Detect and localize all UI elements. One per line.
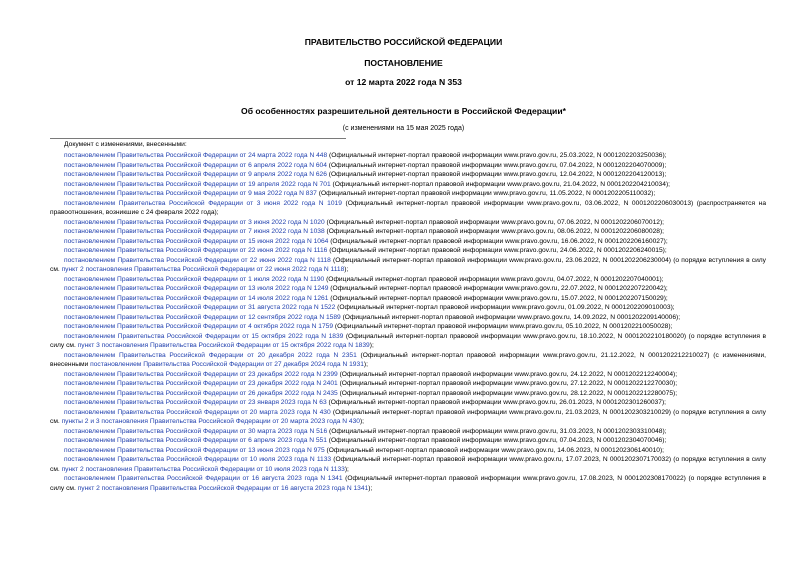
document-type: ПОСТАНОВЛЕНИЕ: [364, 58, 443, 68]
amendment-source-text: (Официальный интернет-портал правовой информации www.pravo.gov.ru, 21.04.2022, N 0001202204210034);: [330, 180, 670, 188]
amendment-entry: [50, 218, 766, 228]
amendment-source-text: (Официальный интернет-портал правовой информации www.pravo.gov.ru, 08.06.2022, N 0001202206080028);: [324, 228, 665, 235]
amendment-source-text: (Официальный интернет-портал правовой информации www.pravo.gov.ru, 22.07.2022, N 0001202207220042);: [328, 285, 668, 292]
amendment-source-text: (Официальный интернет-портал правовой информации www.pravo.gov.ru, 11.05.2022, N 0001202205110032);: [316, 190, 656, 197]
amendment-link[interactable]: постановлением Правительства Российской Федерации от 24 марта 2022 года N 448: [64, 152, 328, 159]
amendment-link[interactable]: постановлением Правительства Российской Федерации от 10 июля 2023 года N 1133: [64, 456, 332, 463]
amendment-tail-text: );: [363, 361, 368, 368]
amendment-entry: [50, 256, 766, 275]
amendment-link[interactable]: постановлением Правительства Российской Федерации от 1 июля 2022 года N 1190: [64, 275, 325, 283]
government-heading: ПРАВИТЕЛЬСТВО РОССИЙСКОЙ ФЕДЕРАЦИИ: [304, 37, 503, 47]
amendment-entry: [50, 446, 766, 456]
amendment-source-text: (Официальный интернет-портал правовой информации www.pravo.gov.ru, 14.06.2023, N 0001202306140010);: [324, 446, 665, 454]
amendment-entry: [50, 370, 766, 380]
amendment-link[interactable]: постановлением Правительства Российской Федерации от 9 апреля 2022 года N 626: [64, 171, 327, 178]
amendment-tail-text: );: [368, 484, 373, 492]
amendment-link[interactable]: постановлением Правительства Российской Федерации от 22 июня 2022 года N 1118: [64, 256, 331, 264]
amendment-source-text: (Официальный интернет-портал правовой информации www.pravo.gov.ru, 05.10.2022, N 0001202210050028);: [333, 323, 673, 330]
amendment-entry: [50, 199, 766, 218]
amendment-link[interactable]: постановлением Правительства Российской Федерации от 30 марта 2023 года N 516: [64, 427, 328, 435]
amendment-link[interactable]: постановлением Правительства Российской Федерации от 19 апреля 2022 года N 701: [64, 180, 331, 188]
amendment-link[interactable]: постановлением Правительства Российской Федерации от 15 октября 2022 года N 1839: [64, 332, 344, 340]
amendment-entry: [50, 180, 766, 190]
amendment-link[interactable]: постановлением Правительства Российской Федерации от 9 мая 2022 года N 837: [64, 190, 317, 197]
amendment-link[interactable]: постановлением Правительства Российской Федерации от 20 марта 2023 года N 430: [64, 408, 331, 416]
amendment-link[interactable]: постановлением Правительства Российской Федерации от 13 июня 2023 года N 975: [64, 446, 325, 454]
amendment-source-text: (Официальный интернет-портал правовой информации www.pravo.gov.ru, 26.01.2023, N 0001202301260037);: [326, 399, 666, 406]
amendment-link[interactable]: постановлением Правительства Российской Федерации от 23 января 2023 года N 63: [64, 399, 327, 406]
separator-line: [50, 138, 346, 139]
amendment-link[interactable]: постановлением Правительства Российской Федерации от 4 октября 2022 года N 1759: [64, 323, 334, 330]
amendment-entry: [50, 170, 766, 180]
amendment-entry: [50, 408, 766, 427]
document-title: Об особенностях разрешительной деятельности в Российской Федерации*: [241, 106, 566, 116]
amendment-tail-text: );: [344, 465, 349, 473]
amendment-source-text: (Официальный интернет-портал правовой информации www.pravo.gov.ru, 03.06.2022, N 0001202206030013) (распространяется на правоотношения, возникшие с 24 февраля 2022 года);: [50, 199, 766, 216]
amendment-related-link[interactable]: пункты 2 и 3 постановления Правительства Российской Федерации от 20 марта 2023 года N 430: [59, 418, 360, 425]
amendment-link[interactable]: постановлением Правительства Российской Федерации от 22 июня 2022 года N 1116: [64, 247, 328, 254]
amendment-source-text: (Официальный интернет-портал правовой информации www.pravo.gov.ru, 16.06.2022, N 0001202206160027);: [328, 237, 668, 245]
amendment-entry: [50, 436, 766, 446]
amendment-entry: [50, 398, 766, 408]
amendment-source-text: (Официальный интернет-портал правовой информации www.pravo.gov.ru, 21.03.2023, N 0001202303210029) (о порядке вступления в силу см.: [50, 408, 766, 425]
amendment-entry: [50, 151, 766, 161]
amendment-source-text: (Официальный интернет-портал правовой информации www.pravo.gov.ru, 01.09.2022, N 0001202209010003);: [335, 304, 675, 311]
amendment-entry: [50, 332, 766, 351]
amendments-list: [50, 151, 766, 493]
amendment-link[interactable]: постановлением Правительства Российской Федерации от 14 июля 2022 года N 1261: [64, 294, 329, 302]
amendment-link[interactable]: постановлением Правительства Российской Федерации от 31 августа 2022 года N 1522: [64, 304, 336, 311]
amendment-entry: [50, 189, 766, 199]
amendment-entry: [50, 294, 766, 304]
amendment-entry: [50, 379, 766, 389]
amendment-entry: [50, 161, 766, 171]
amendment-source-text: (Официальный интернет-портал правовой информации www.pravo.gov.ru, 23.06.2022, N 0001202206230004) (о порядке вступления в силу см.: [50, 256, 766, 273]
amendment-link[interactable]: постановлением Правительства Российской Федерации от 23 декабря 2022 года N 2399: [64, 370, 338, 378]
amendment-entry: [50, 474, 766, 493]
amendment-link[interactable]: постановлением Правительства Российской Федерации от 7 июня 2022 года N 1038: [64, 228, 325, 235]
amendment-link[interactable]: постановлением Правительства Российской Федерации от 15 июня 2022 года N 1064: [64, 237, 329, 245]
amendment-link[interactable]: постановлением Правительства Российской Федерации от 13 июля 2022 года N 1249: [64, 285, 329, 292]
amendment-entry: [50, 455, 766, 474]
amendment-related-link[interactable]: пункт 2 постановления Правительства Российской Федерации от 16 августа 2023 года N 1341: [75, 484, 369, 492]
amendment-link[interactable]: постановлением Правительства Российской Федерации от 6 апреля 2023 года N 551: [64, 437, 327, 444]
amendment-source-text: (Официальный интернет-портал правовой информации www.pravo.gov.ru, 27.12.2022, N 0001202212270030);: [337, 380, 678, 387]
amendment-source-text: (Официальный интернет-портал правовой информации www.pravo.gov.ru, 17.07.2023, N 0001202307170032) (о порядке вступления в силу см.: [50, 456, 766, 473]
amendment-source-text: (Официальный интернет-портал правовой информации www.pravo.gov.ru, 12.04.2022, N 0001202204120013);: [326, 171, 667, 178]
amendment-source-text: (Официальный интернет-портал правовой информации www.pravo.gov.ru, 17.08.2023, N 0001202308170022) (о порядке вступления в силу см.: [50, 475, 766, 492]
amendment-entry: [50, 284, 766, 294]
amendment-source-text: (Официальный интернет-портал правовой информации www.pravo.gov.ru, 15.07.2022, N 0001202207150029);: [328, 294, 668, 302]
document-date-number: от 12 марта 2022 года N 353: [345, 77, 462, 87]
amendment-related-link[interactable]: пункт 2 постановления Правительства Российской Федерации от 10 июля 2023 года N 1133: [59, 465, 345, 473]
amendment-entry: [50, 246, 766, 256]
amendment-entry: [50, 427, 766, 437]
amendment-tail-text: );: [369, 342, 374, 349]
amendment-source-text: (Официальный интернет-портал правовой информации www.pravo.gov.ru, 21.12.2022, N 0001202212210027) (с изменениями, внесенными: [50, 351, 766, 368]
amendment-entry: [50, 227, 766, 237]
amendment-entry: [50, 322, 766, 332]
amendment-link[interactable]: постановлением Правительства Российской Федерации от 12 сентября 2022 года N 1589: [64, 313, 341, 321]
amendment-related-link[interactable]: постановлением Правительства Российской Федерации от 27 декабря 2024 года N 1931: [88, 361, 364, 368]
amendment-entry: [50, 237, 766, 247]
amendment-source-text: (Официальный интернет-портал правовой информации www.pravo.gov.ru, 07.04.2022, N 0001202204070009);: [326, 161, 667, 169]
amendment-link[interactable]: постановлением Правительства Российской Федерации от 6 апреля 2022 года N 604: [64, 161, 327, 169]
amendment-link[interactable]: постановлением Правительства Российской Федерации от 20 декабря 2022 года N 2351: [64, 351, 357, 359]
amendment-source-text: (Официальный интернет-портал правовой информации www.pravo.gov.ru, 07.06.2022, N 0001202206070012);: [324, 218, 665, 226]
changes-label: Документ с изменениями, внесенными:: [64, 141, 187, 148]
amendment-source-text: (Официальный интернет-портал правовой информации www.pravo.gov.ru, 24.06.2022, N 0001202206240015);: [327, 247, 667, 254]
amendment-link[interactable]: постановлением Правительства Российской Федерации от 3 июня 2022 года N 1019: [64, 199, 342, 207]
amendment-source-text: (Официальный интернет-портал правовой информации www.pravo.gov.ru, 04.07.2022, N 0001202207040001);: [324, 275, 664, 283]
amendment-link[interactable]: постановлением Правительства Российской Федерации от 3 июня 2022 года N 1020: [64, 218, 325, 226]
amendment-source-text: (Официальный интернет-портал правовой информации www.pravo.gov.ru, 28.12.2022, N 0001202212280075);: [337, 389, 678, 397]
amendment-source-text: (Официальный интернет-портал правовой информации www.pravo.gov.ru, 14.09.2022, N 0001202209140006);: [340, 313, 681, 321]
amendment-note: (с изменениями на 15 мая 2025 года): [342, 125, 465, 132]
amendment-source-text: (Официальный интернет-портал правовой информации www.pravo.gov.ru, 31.03.2023, N 0001202303310048);: [327, 427, 667, 435]
amendment-tail-text: );: [344, 266, 349, 273]
amendment-source-text: (Официальный интернет-портал правовой информации www.pravo.gov.ru, 25.03.2022, N 0001202203250036);: [327, 152, 667, 159]
amendment-entry: [50, 313, 766, 323]
amendment-related-link[interactable]: пункт 3 постановления Правительства Российской Федерации от 15 октября 2022 года N 1839: [75, 342, 370, 349]
amendment-source-text: (Официальный интернет-портал правовой информации www.pravo.gov.ru, 24.12.2022, N 0001202212240004);: [337, 370, 678, 378]
amendment-entry: [50, 275, 766, 285]
amendment-source-text: (Официальный интернет-портал правовой информации www.pravo.gov.ru, 18.10.2022, N 0001202210180020) (о порядке вступления в силу см.: [50, 332, 766, 349]
amendment-entry: [50, 303, 766, 313]
amendment-tail-text: );: [359, 418, 365, 425]
amendment-entry: [50, 389, 766, 399]
amendment-link[interactable]: постановлением Правительства Российской Федерации от 23 декабря 2022 года N 2401: [64, 380, 338, 387]
amendment-source-text: (Официальный интернет-портал правовой информации www.pravo.gov.ru, 07.04.2023, N 0001202304070046);: [326, 437, 667, 444]
amendment-link[interactable]: постановлением Правительства Российской Федерации от 26 декабря 2022 года N 2435: [64, 389, 338, 397]
amendment-related-link[interactable]: пункт 2 постановления Правительства Российской Федерации от 22 июня 2022 года N 1118: [59, 266, 345, 273]
amendment-link[interactable]: постановлением Правительства Российской Федерации от 16 августа 2023 года N 1341: [64, 475, 343, 482]
amendment-entry: [50, 351, 766, 370]
